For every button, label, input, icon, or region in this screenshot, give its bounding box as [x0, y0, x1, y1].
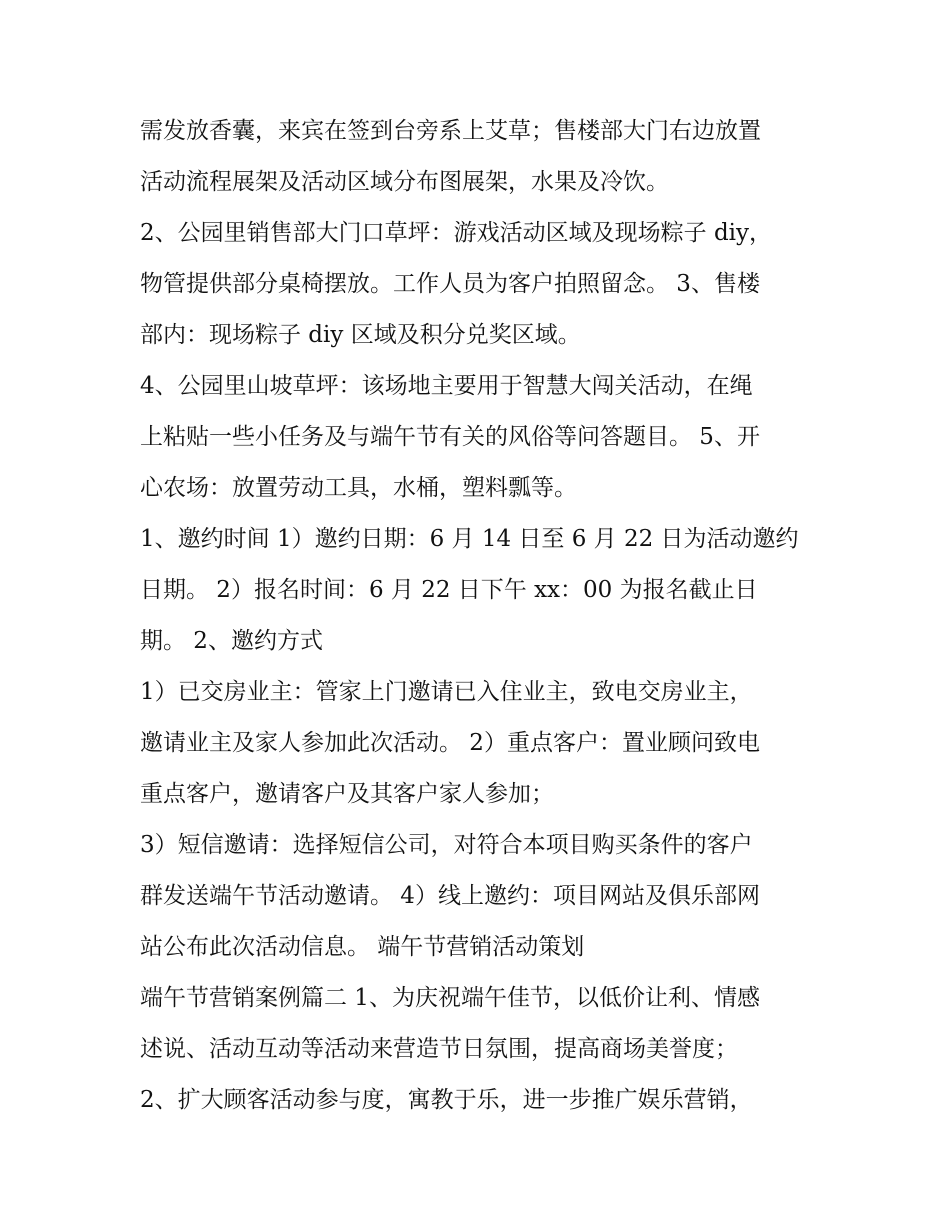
text-line: 部内：现场粽子 diy 区域及积分兑奖区域。: [140, 322, 581, 348]
text-line: 重点客户，邀请客户及其客户家人参加；: [140, 781, 554, 807]
document-body: [140, 106, 840, 1126]
text-line: 2、扩大顾客活动参与度，寓教于乐，进一步推广娱乐营销，: [140, 1087, 753, 1113]
text-line: 活动流程展架及活动区域分布图展架，水果及冷饮。: [140, 169, 669, 195]
text-line: 日期。 2）报名时间：6 月 22 日下午 xx：00 为报名截止日: [140, 577, 758, 603]
text-line: 3）短信邀请：选择短信公司，对符合本项目购买条件的客户: [140, 832, 753, 858]
text-line: 群发送端午节活动邀请。 4）线上邀约：项目网站及俱乐部网: [140, 883, 760, 909]
text-line: 邀请业主及家人参加此次活动。 2）重点客户：置业顾问致电: [140, 730, 760, 756]
text-line: 2、公园里销售部大门口草坪：游戏活动区域及现场粽子 diy，: [140, 220, 773, 246]
text-line: 4、公园里山坡草坪：该场地主要用于智慧大闯关活动，在绳: [140, 373, 753, 399]
text-line: 需发放香囊，来宾在签到台旁系上艾草；售楼部大门右边放置: [140, 118, 761, 144]
text-line: 心农场：放置劳动工具，水桶，塑料瓢等。: [140, 475, 577, 501]
text-line: 期。 2、邀约方式: [140, 628, 323, 654]
text-line: 端午节营销案例篇二 1、为庆祝端午佳节，以低价让利、情感: [140, 985, 760, 1011]
text-line: 1）已交房业主：管家上门邀请已入住业主，致电交房业主，: [140, 679, 753, 705]
text-line: 述说、活动互动等活动来营造节日氛围，提高商场美誉度；: [140, 1036, 738, 1062]
text-line: 站公布此次活动信息。 端午节营销活动策划: [140, 934, 585, 960]
text-line: 上粘贴一些小任务及与端午节有关的风俗等问答题目。 5、开: [140, 424, 760, 450]
text-line: 1、邀约时间 1）邀约日期：6 月 14 日至 6 月 22 日为活动邀约: [140, 526, 799, 552]
text-line: 物管提供部分桌椅摆放。工作人员为客户拍照留念。 3、售楼: [140, 271, 760, 297]
